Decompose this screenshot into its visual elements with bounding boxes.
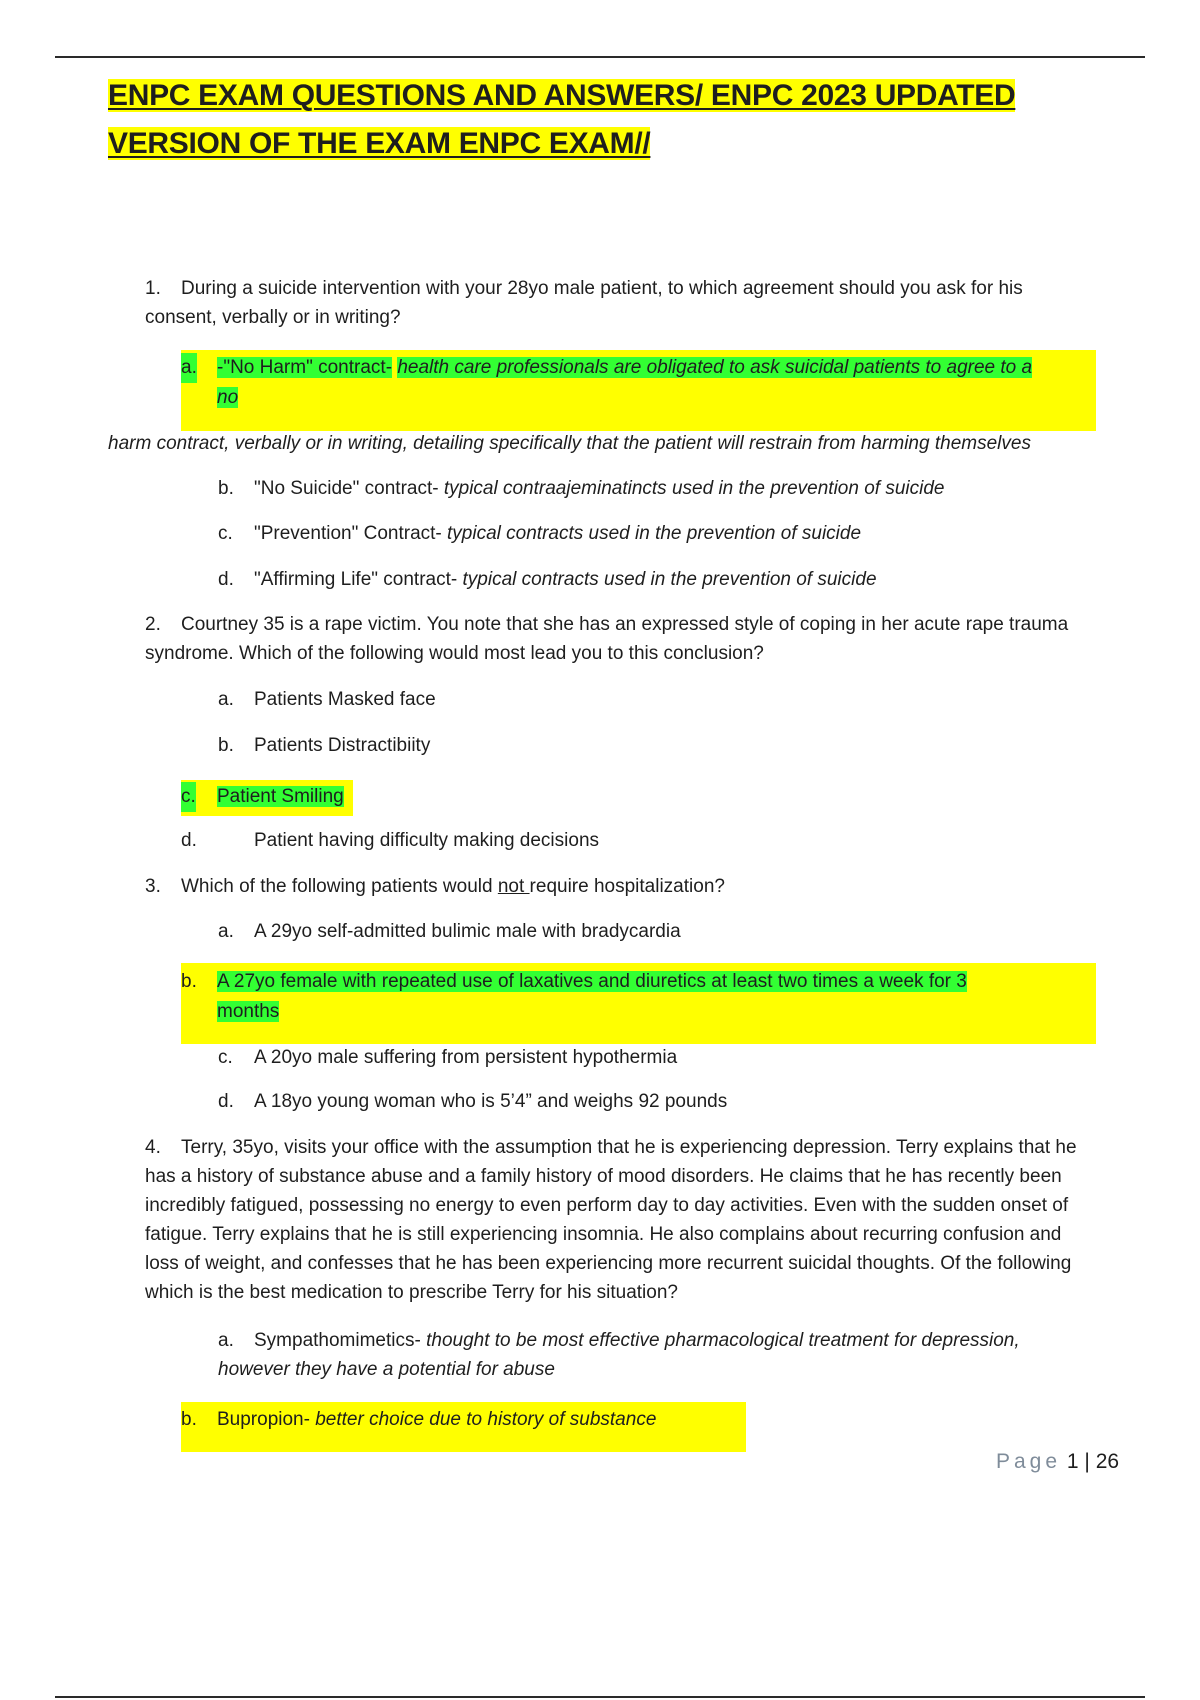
option-explanation-cont: however they have a potential for abuse: [218, 1359, 555, 1380]
option-1a-continuation: harm contract, verbally or in writing, detailing specifically that the patient will restrain from harming themselves: [108, 433, 1031, 454]
option-explanation: health care professionals are obligated to ask suicidal patients to agree to a: [397, 357, 1033, 378]
question-text-line-1: Terry, 35yo, visits your office with the assumption that he is experiencing depression. Terry explains that he: [181, 1137, 1077, 1158]
option-text: Patient Smiling: [217, 786, 344, 807]
option-text: A 18yo young woman who is 5’4” and weighs 92 pounds: [254, 1091, 728, 1112]
option-label: Sympathomimetics-: [254, 1330, 421, 1351]
option-explanation: thought to be most effective pharmacological treatment for depression,: [426, 1330, 1020, 1351]
option-label: "Prevention" Contract-: [254, 523, 442, 544]
option-explanation-cont: no: [217, 387, 239, 408]
option-text-cont: months: [217, 1001, 280, 1022]
option-label: Bupropion-: [217, 1409, 310, 1430]
option-explanation: typical contraajeminatincts used in the prevention of suicide: [443, 478, 945, 499]
option-letter: c.: [218, 1047, 233, 1068]
question-number: 1.: [145, 278, 161, 299]
question-text-line-4: fatigue. Terry explains that he is still experiencing insomnia. He also complains about recurring confusion and: [145, 1224, 1062, 1245]
question-1: [145, 274, 1135, 332]
option-letter: b.: [218, 478, 234, 499]
option-text: Patients Distractibiity: [254, 735, 431, 756]
option-explanation: better choice due to history of substance: [315, 1409, 657, 1430]
option-label: "No Suicide" contract-: [254, 478, 439, 499]
option-4a: [218, 1326, 1118, 1384]
option-text: Patient having difficulty making decisions: [254, 830, 600, 851]
option-label: "Affirming Life" contract-: [254, 569, 458, 590]
question-text-cont: consent, verbally or in writing?: [145, 307, 401, 328]
question-3: [145, 872, 1135, 901]
page-total: 26: [1095, 1450, 1120, 1473]
page-footer: [996, 1450, 1119, 1474]
question-text-line-2: has a history of substance abuse and a family history of mood disorders. He claims that he has recently been: [145, 1166, 1062, 1187]
page-separator: |: [1078, 1450, 1096, 1473]
option-letter: b.: [181, 971, 197, 992]
question-2: [145, 610, 1135, 668]
option-text: A 20yo male suffering from persistent hypothermia: [254, 1047, 678, 1068]
option-letter: a.: [218, 1330, 234, 1351]
question-number: 3.: [145, 876, 161, 897]
option-letter: c.: [181, 782, 196, 812]
option-explanation: typical contracts used in the prevention of suicide: [447, 523, 862, 544]
question-emphasis: not: [497, 876, 530, 897]
option-2a: [218, 685, 436, 714]
question-number: 2.: [145, 614, 161, 635]
option-text: A 27yo female with repeated use of laxatives and diuretics at least two times a week for 3: [217, 971, 967, 992]
question-text: During a suicide intervention with your 28yo male patient, to which agreement should you ask for his: [181, 278, 1023, 299]
option-2d: [181, 826, 599, 855]
question-number: 4.: [145, 1137, 161, 1158]
option-letter: a.: [218, 689, 234, 710]
question-text-cont: syndrome. Which of the following would most lead you to this conclusion?: [145, 643, 764, 664]
option-letter: a.: [218, 921, 234, 942]
bottom-rule: [55, 1696, 1145, 1698]
question-text-cont: require hospitalization?: [529, 876, 725, 897]
option-label: -"No Harm" contract-: [217, 357, 393, 378]
option-letter: d.: [181, 830, 197, 851]
question-text-line-3: incredibly fatigued, possessing no energy to even perform day to day activities. Even with the sudden onset of: [145, 1195, 1069, 1216]
option-text: A 29yo self-admitted bulimic male with bradycardia: [254, 921, 681, 942]
option-letter: d.: [218, 569, 234, 590]
question-text-line-5: loss of weight, and confesses that he has been experiencing more recurrent suicidal thoughts. Of the following: [145, 1253, 1072, 1274]
title-line-1: ENPC EXAM QUESTIONS AND ANSWERS/ ENPC 2023 UPDATED: [108, 79, 1016, 112]
document-title: [108, 72, 1015, 168]
question-4: [145, 1133, 1155, 1307]
option-letter: c.: [218, 523, 233, 544]
question-text: Which of the following patients would: [181, 876, 498, 897]
option-3a: [218, 917, 681, 946]
option-letter: d.: [218, 1091, 234, 1112]
option-2b: [218, 731, 430, 760]
title-line-2: VERSION OF THE EXAM ENPC EXAM//: [108, 127, 651, 160]
option-3d: [218, 1087, 727, 1116]
option-3c: [218, 1043, 677, 1072]
option-text: Patients Masked face: [254, 689, 436, 710]
option-1b: [218, 474, 944, 503]
option-1d: [218, 565, 877, 594]
page-number: 1: [1066, 1450, 1079, 1473]
option-letter: b.: [181, 1409, 197, 1430]
option-explanation: typical contracts used in the prevention of suicide: [462, 569, 877, 590]
page-label: Page: [996, 1450, 1062, 1473]
question-text: Courtney 35 is a rape victim. You note that she has an expressed style of coping in her acute rape trauma: [181, 614, 1069, 635]
question-text-line-6: which is the best medication to prescribe Terry for his situation?: [145, 1282, 678, 1303]
option-1c: [218, 519, 861, 548]
option-letter: a.: [181, 353, 197, 383]
top-rule: [55, 56, 1145, 58]
option-letter: b.: [218, 735, 234, 756]
